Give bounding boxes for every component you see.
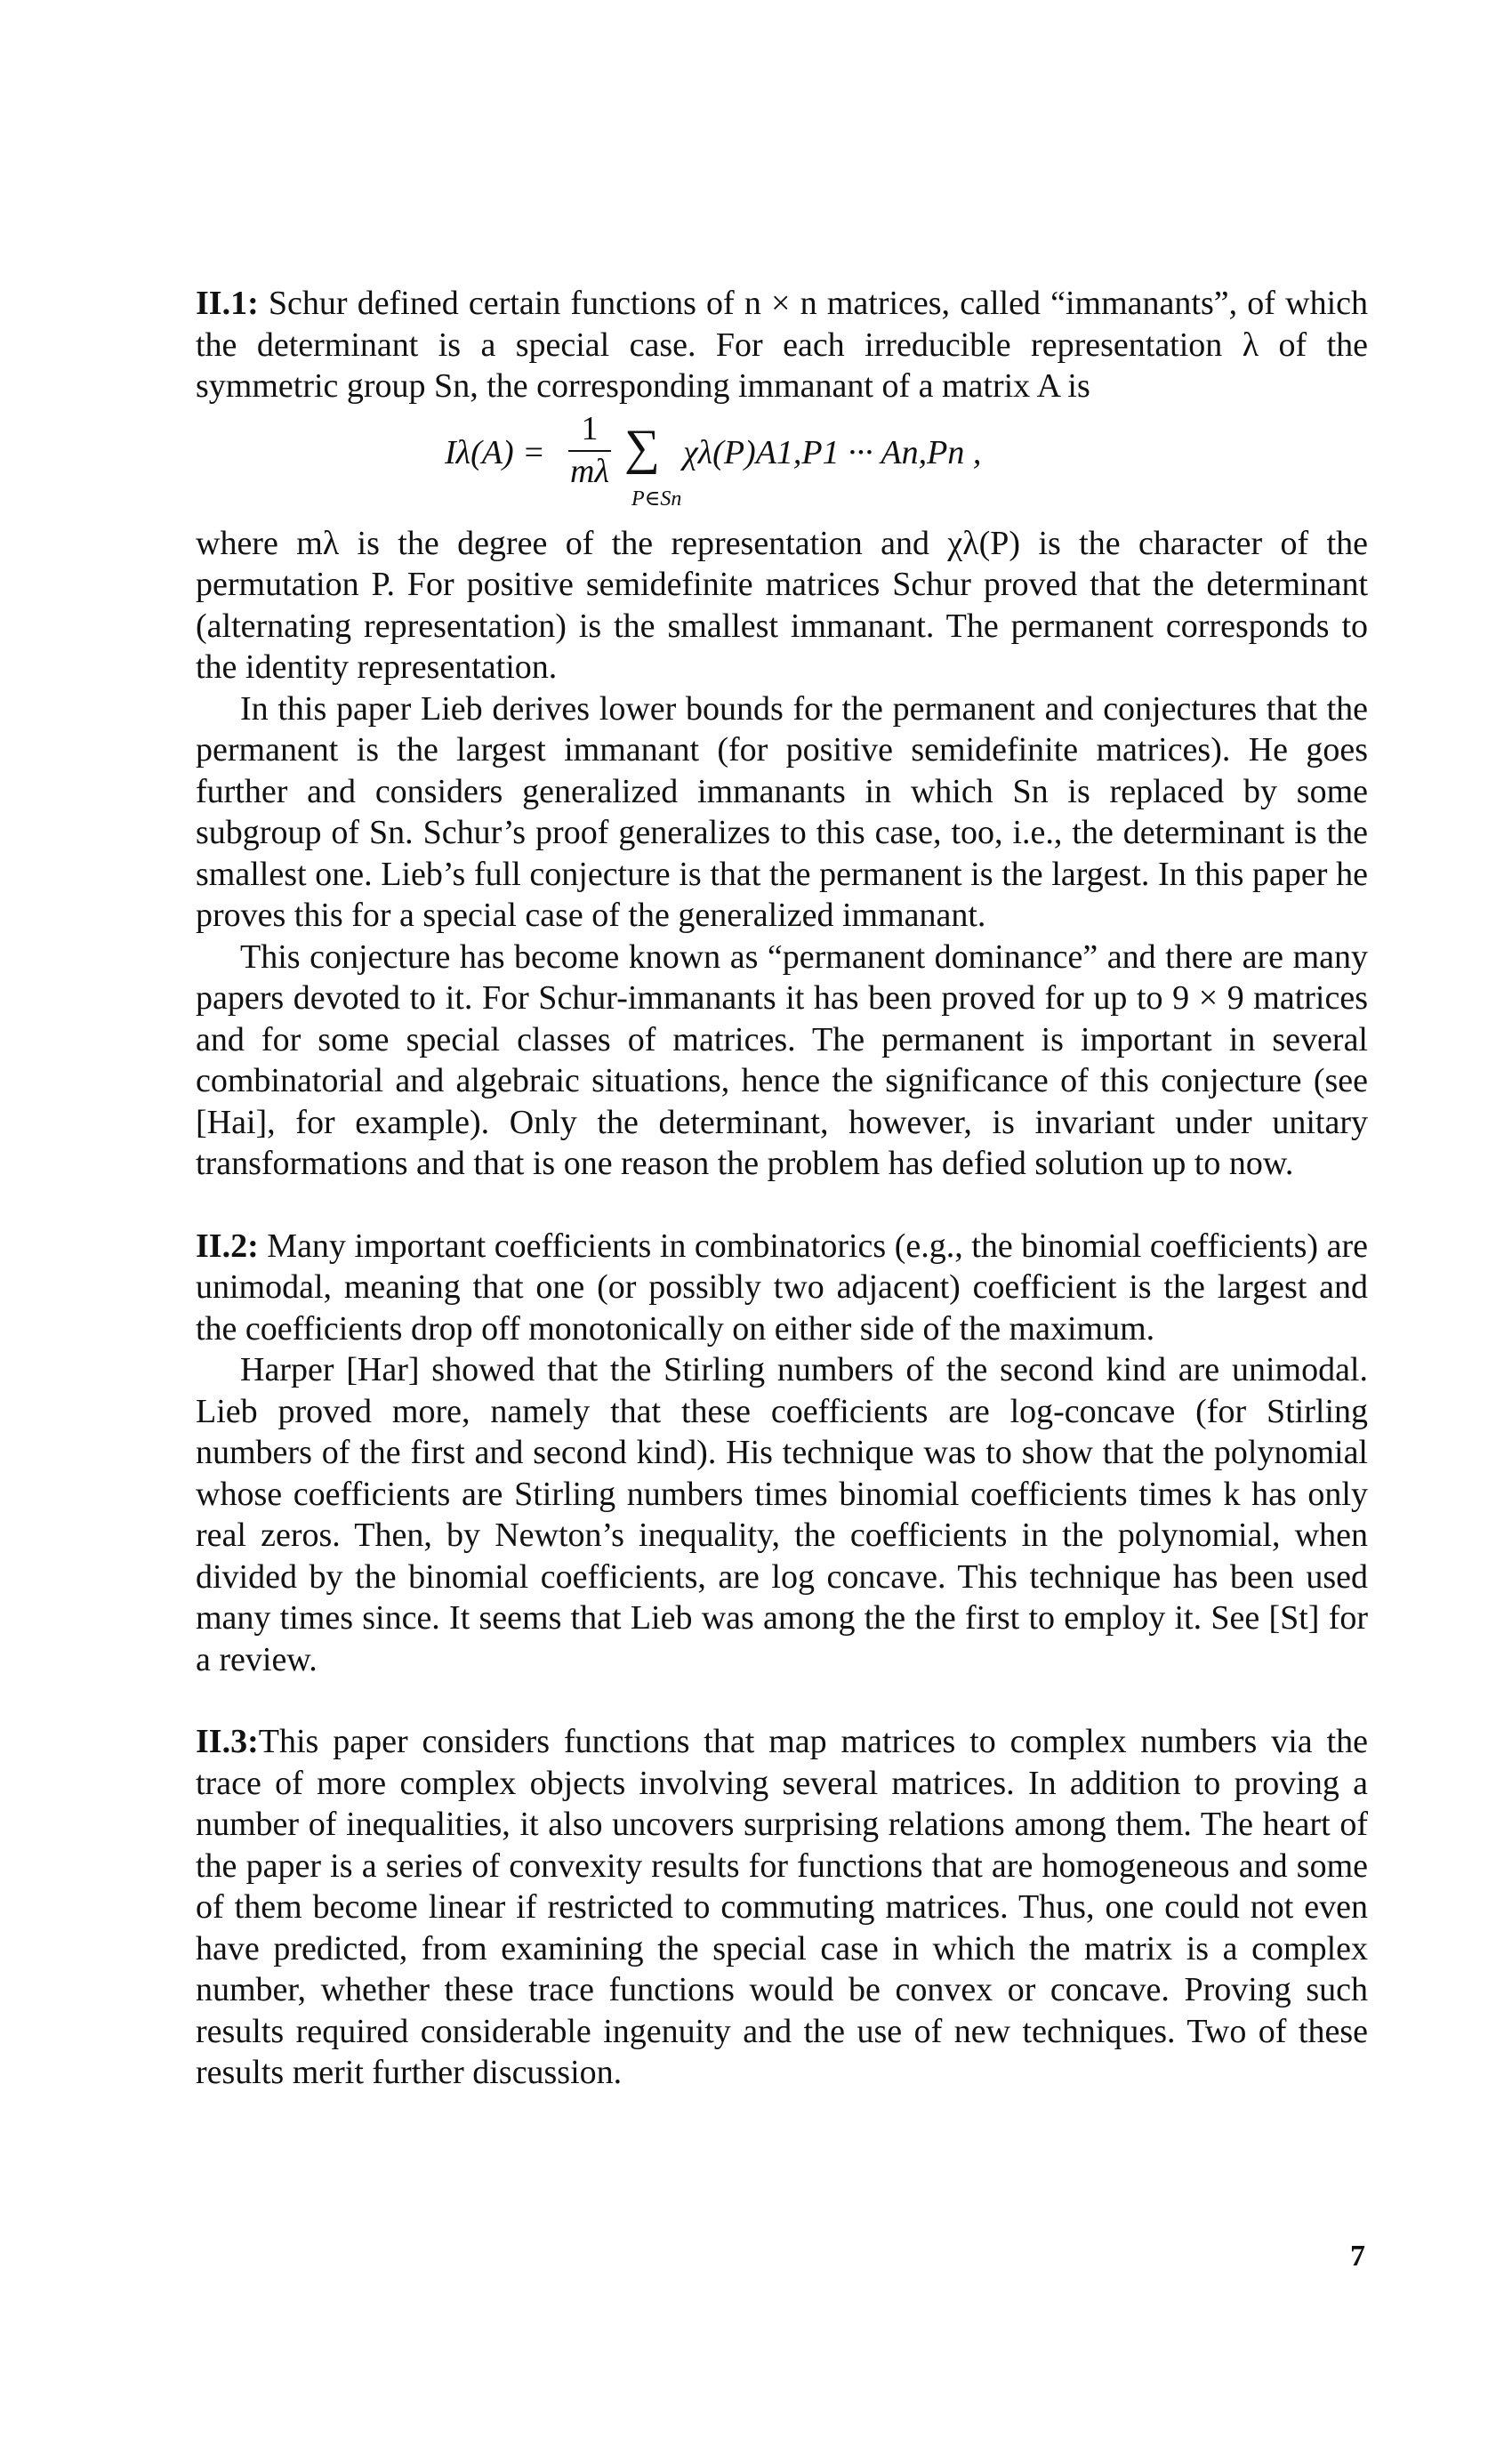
page-body <box>196 283 1368 2094</box>
section-label: II.3: <box>196 1723 259 1760</box>
formula-numerator: 1 <box>581 409 599 447</box>
section-ii3-intro <box>196 1721 1368 2094</box>
formula-lhs: Iλ(A) = <box>445 433 545 471</box>
paragraph-text: Many important coefficients in combinatorics (e.g., the binomial coefficients) are unimodal, meaning that one (or possibly two adjacent) coefficient is the largest and the coefficients drop off monotonically on either side of the maximum. <box>196 1227 1369 1348</box>
paragraph: In this paper Lieb derives lower bounds for the permanent and conjectures that the permanent is the largest immanant (for positive semidefinite matrices). He goes further and considers generalized immanants in which Sn is replaced by some subgroup of Sn. Schur’s proof generalizes to this case, too, i.e., the determinant is the smallest one. Lieb’s full conjecture is that the permanent is the largest. In this paper he proves this for a special case of the generalized immanant. <box>196 689 1368 934</box>
section-label: II.2: <box>196 1227 259 1265</box>
formula-denominator: mλ <box>570 452 609 490</box>
sum-symbol: ∑ <box>624 419 660 475</box>
paragraph-text: This paper considers functions that map matrices to complex numbers via the trace of more complex objects involving several matrices. In addition to proving a number of inequalities, it also uncovers surprising relations among them. The heart of the paper is a series of convexity results for functions that are homogeneous and some of them become linear if restricted to commuting matrices. Thus, one could not even have predicted, from examining the special case in which the matrix is a complex number, whether these trace functions would be convex or concave. Proving such results required considerable ingenuity and the use of new techniques. Two of these results merit further discussion. <box>196 1723 1368 2091</box>
formula-fraction <box>565 409 615 491</box>
paragraph: Harper [Har] showed that the Stirling numbers of the second kind are unimodal. Lieb proved more, namely that these coefficients are log-concave (for Stirling numbers of the first and second kind). His technique was to show that the polynomial whose coefficients are Stirling numbers times binomial coefficients times k has only real zeros. Then, by Newton’s inequality, the coefficients in the polynomial, when divided by the binomial coefficients, are log concave. This technique has been used many times since. It seems that Lieb was among the the first to employ it. See [St] for a review. <box>196 1351 1368 1678</box>
immanant-formula <box>196 409 1368 519</box>
section-ii2-intro <box>196 1226 1368 1350</box>
page-number: 7 <box>1350 2240 1365 2273</box>
sum-index: P∈Sn <box>631 487 682 511</box>
paragraph-text: Schur defined certain functions of n × n matrices, called “immanants”, of which the determinant is a special case. For each irreducible representation λ of the symmetric group Sn, the corresponding immanant of a matrix A is <box>196 285 1368 405</box>
paragraph: where mλ is the degree of the representation and χλ(P) is the character of the permutation P. For positive semidefinite matrices Schur proved that the determinant (alternating representation) is the smallest immanant. The permanent corresponds to the identity representation. <box>196 524 1368 686</box>
paragraph: This conjecture has become known as “permanent dominance” and there are many papers devoted to it. For Schur-immanants it has been proved for up to 9 × 9 matrices and for some special classes of matrices. The permanent is important in several combinatorial and algebraic situations, hence the significance of this conjecture (see [Hai], for example). Only the determinant, however, is invariant under unitary transformations and that is one reason the problem has defied solution up to now. <box>196 937 1368 1182</box>
section-ii1-intro <box>196 283 1368 407</box>
section-label: II.1: <box>196 285 259 322</box>
formula-rhs: χλ(P)A1,P1 ··· An,Pn , <box>683 433 982 471</box>
